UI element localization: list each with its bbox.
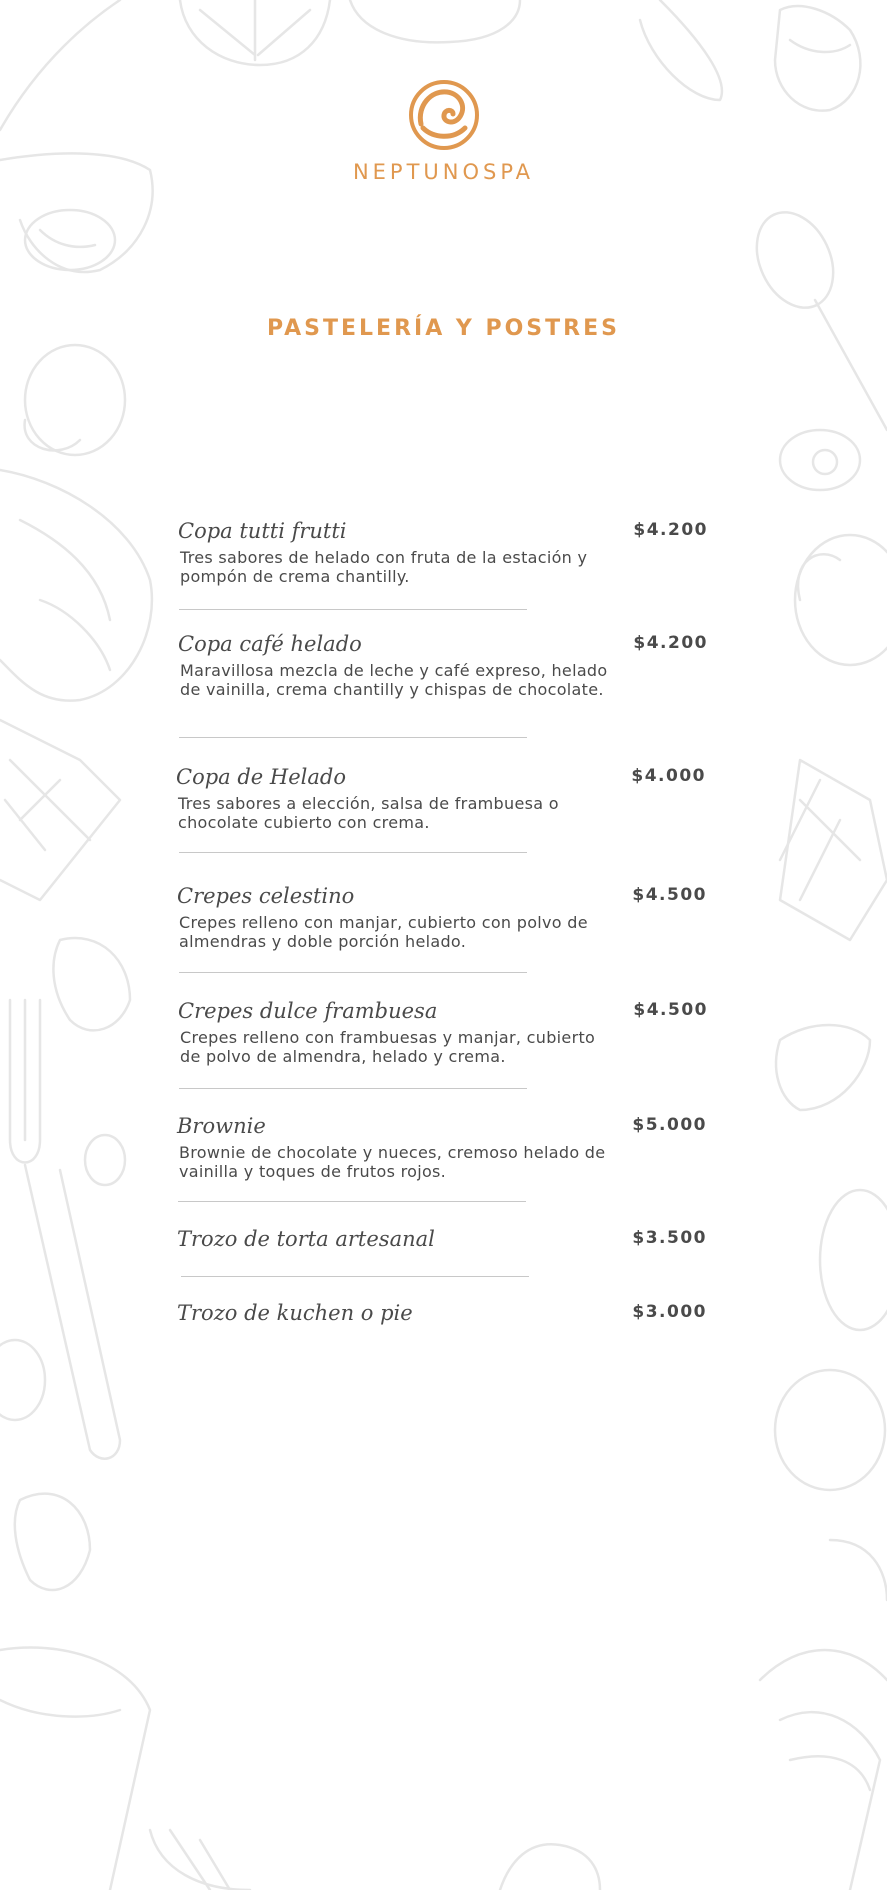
menu-item: [176, 764, 706, 832]
item-price: $4.500: [632, 885, 707, 905]
item-name: Brownie: [177, 1114, 266, 1138]
item-description: Crepes relleno con frambuesas y manjar, cubierto de polvo de almendra, helado y crema.: [180, 1028, 596, 1066]
wave-logo-icon: [407, 78, 481, 152]
divider: [178, 1201, 526, 1202]
item-name: Trozo de kuchen o pie: [177, 1301, 413, 1325]
item-description: Maravillosa mezcla de leche y café expreso, helado de vainilla, crema chantilly y chispas de chocolate.: [180, 661, 608, 699]
item-name: Crepes dulce frambuesa: [178, 999, 438, 1023]
item-price: $5.000: [632, 1115, 707, 1135]
item-description: Crepes relleno con manjar, cubierto con polvo de almendras y doble porción helado.: [179, 913, 588, 951]
item-description: Tres sabores a elección, salsa de frambuesa o chocolate cubierto con crema.: [178, 794, 559, 832]
item-name: Copa tutti frutti: [178, 519, 347, 543]
divider: [179, 1088, 527, 1089]
section-title: PASTELERÍA Y POSTRES: [267, 316, 620, 341]
divider: [179, 852, 527, 853]
item-price: $4.000: [631, 766, 706, 786]
menu-item: [177, 1300, 707, 1326]
menu-item: [177, 883, 707, 951]
item-description: Tres sabores de helado con fruta de la estación y pompón de crema chantilly.: [180, 548, 588, 586]
menu-item: [178, 631, 708, 699]
item-name: Copa café helado: [178, 632, 362, 656]
item-name: Copa de Helado: [176, 765, 346, 789]
brand-name: NEPTUNOSPA: [352, 160, 535, 184]
item-name: Crepes celestino: [177, 884, 355, 908]
divider: [181, 1276, 529, 1277]
divider: [179, 737, 527, 738]
item-name: Trozo de torta artesanal: [177, 1227, 435, 1251]
menu-item: [177, 1226, 707, 1252]
brand-logo: [0, 78, 887, 184]
item-price: $4.200: [633, 520, 708, 540]
divider: [179, 972, 527, 973]
menu-item: [177, 1113, 707, 1181]
menu-item: [178, 998, 708, 1066]
menu-item: [178, 518, 708, 586]
divider: [179, 609, 527, 610]
item-price: $4.200: [633, 633, 708, 653]
item-price: $4.500: [633, 1000, 708, 1020]
item-price: $3.500: [632, 1228, 707, 1248]
item-description: Brownie de chocolate y nueces, cremoso helado de vainilla y toques de frutos rojos.: [179, 1143, 606, 1181]
item-price: $3.000: [632, 1302, 707, 1322]
